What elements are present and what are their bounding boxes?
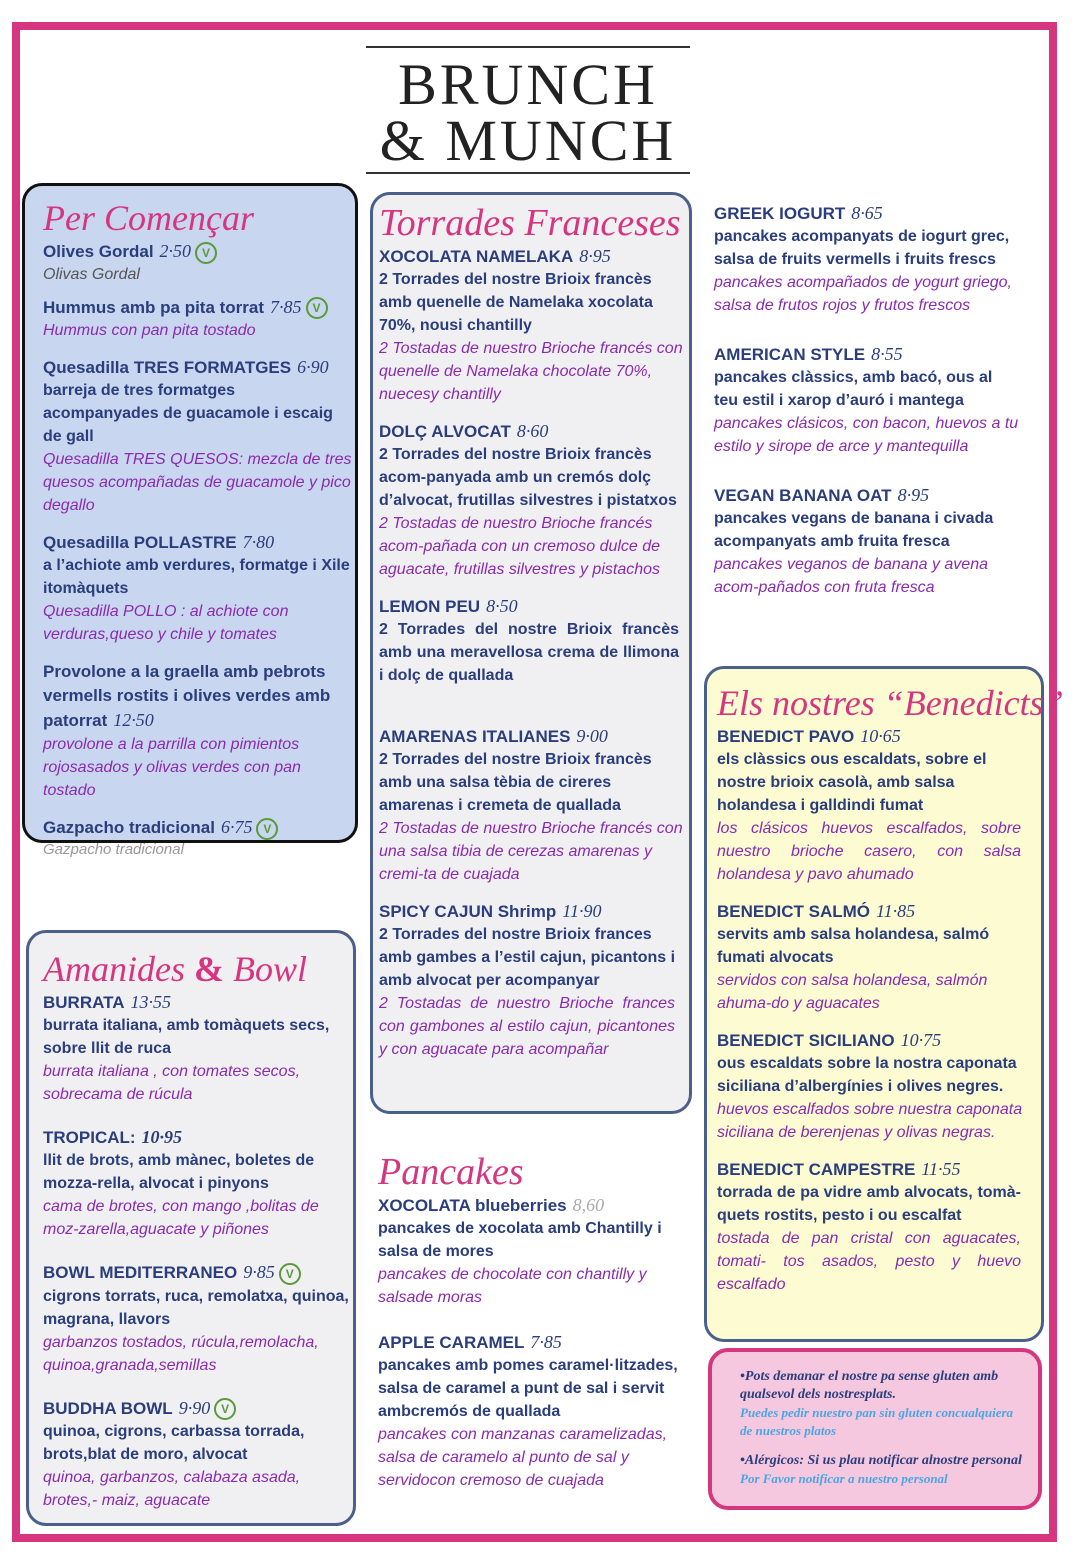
item-name: Olives Gordal [43,242,154,261]
menu-item [43,356,355,517]
item-name: XOCOLATA NAMELAKA [379,247,574,266]
logo-line-1: BRUNCH [398,52,658,117]
item-desc-es: Quesadilla POLLO : al achiote con verduras,queso y chile y tomates [43,603,289,644]
item-desc-cat: 2 Torrades del nostre Brioix francès amb una salsa tèbia de cireres amarenas i cremeta de quallada [379,751,652,814]
item-desc-cat: 2 Torrades del nostre Brioix francès acom-panyada amb un cremós dolç d’alvocat, frutillas silvestres i pistatxos [379,446,677,509]
menu-item [43,660,355,802]
menu-item [379,725,689,886]
item-price: 8·50 [486,596,518,616]
section-title: Torrades Franceses [379,202,681,244]
item-price: 7·85 [530,1332,562,1352]
item-desc-cat: ous escaldats sobre la nostra caponata siciliana d’albergínies i olives negres. [717,1055,1017,1095]
item-desc-es: 2 Tostadas de nuestro Brioche francés con una salsa tibia de cerezas amarenas y cremi-ta de cuajada [379,820,683,883]
section-per-comencar [22,183,358,858]
item-name: BOWL MEDITERRANEO [43,1263,238,1282]
item-desc-cat: 2 Torrades del nostre Brioix frances amb gambes a l’estil cajun, picantons i amb alvocat per acompanyar [379,926,676,989]
menu-item [714,202,1034,317]
item-name: BUDDHA BOWL [43,1398,173,1418]
item-price: 9·00 [576,726,608,746]
item-desc-es: pancakes de chocolate con chantilly y salsade moras [378,1266,647,1306]
allergen-notes-box [708,1348,1042,1510]
section-pancakes-right [714,202,1034,652]
allergy-note-cat: •Alérgicos: Si us plau notificar alnostre personal [740,1453,1022,1468]
item-desc-es: pancakes clásicos, con bacon, huevos a tu estilo y sirope de arce y mantequilla [714,415,1019,455]
item-price: 7·85 [270,296,302,317]
item-price: 8·65 [851,203,883,223]
menu-item [717,1029,1041,1144]
item-name: Gazpacho tradicional [43,818,215,838]
item-desc-es: cama de brotes, con mango ,bolitas de moz-zarella,aguacate y piñones [43,1198,319,1238]
menu-item [378,1194,696,1309]
item-name: BENEDICT SALMÓ [717,902,870,921]
item-price: 8·95 [579,246,611,266]
menu-item [43,240,355,286]
item-desc-cat: pancakes acompanyats de iogurt grec, salsa de fruits vermells i fruits frescs [714,228,1010,268]
item-desc-cat: barreja de tres formatges acompanyades de guacamole i escaig de gall [43,382,333,446]
item-desc-cat: llit de brots, amb mànec, boletes de mozza-rella, alvocat i pinyons [43,1152,315,1192]
vegan-leaf-icon: V [195,242,217,264]
item-name: Provolone a la graella amb pebrots vermells rostits i olives verdes amb patorrat [43,662,331,731]
item-price: 7·80 [242,532,275,553]
item-name: BENEDICT SICILIANO [717,1031,895,1050]
item-price: 9·85 [243,1262,275,1282]
item-desc-cat: els clàssics ous escaldats, sobre el nostre brioix casolà, amb salsa holandesa i galldindi fumat [717,751,987,814]
menu-item [379,595,689,687]
item-name: Quesadilla TRES FORMATGES [43,358,292,378]
item-desc-cat: servits amb salsa holandesa, salmó fumati alvocats [717,926,990,966]
item-desc-es: provolone a la parrilla con pimientos rojosasados y olivas verdes con pan tostado [43,736,301,800]
item-name: SPICY CAJUN Shrimp [379,902,557,921]
menu-item [43,1261,353,1377]
menu-item [717,900,1041,1015]
item-price: 10·95 [141,1127,183,1147]
item-name: BENEDICT CAMPESTRE [717,1160,916,1179]
menu-item [43,1397,353,1513]
item-desc-es: garbanzos tostados, rúcula,remolacha, quinoa,granada,semillas [43,1333,319,1374]
item-desc-cat: pancakes clàssics, amb bacó, ous al teu estil i xarop d’auró i mantega [714,369,993,409]
item-name: AMARENAS ITALIANES [379,727,571,746]
item-price: 13·55 [130,992,172,1012]
menu-item [43,991,353,1106]
item-desc-es: 2 Tostadas de nuestro Brioche francés con quenelle de Namelaka chocolate 70%, nuecesy chantilly [379,340,683,403]
menu-item [379,245,689,406]
item-name: AMERICAN STYLE [714,345,866,364]
menu-item [717,1158,1041,1296]
item-desc-es: 2 Tostadas de nuestro Brioche francés acom-pañada con un cremoso dulce de aguacate, frutillas silvestres y pistachos [379,515,661,578]
menu-item [379,900,689,1061]
section-title: Pancakes [378,1151,524,1193]
item-price: 8,60 [572,1195,605,1215]
item-price: 9·90 [178,1397,211,1418]
allergy-note-es: Por Favor notificar a nuestro personal [740,1471,948,1486]
item-price: 11·85 [876,901,916,921]
section-title: Els nostres “Benedicts” [717,683,1064,723]
item-price: 10·65 [860,726,901,746]
section-title: Per Començar [43,198,254,238]
item-desc-es: pancakes con manzanas caramelizadas, salsa de caramelo al punto de sal y servidocon cremoso de cuajada [378,1426,668,1489]
menu-item [717,725,1041,886]
section-title: Amanides & Bowl [43,949,307,989]
item-desc-cat: pancakes vegans de banana i civada acompanyats amb fruita fresca [714,510,994,550]
menu-item [43,296,355,343]
gluten-note-cat: •Pots demanar el nostre pa sense gluten amb qualsevol dels nostresplats. [740,1369,999,1402]
item-desc-cat: cigrons torrats, ruca, remolatxa, quinoa, magrana, llavors [43,1287,349,1328]
item-name: XOCOLATA blueberries [378,1196,567,1215]
item-name: VEGAN BANANA OAT [714,486,892,505]
vegan-leaf-icon: V [279,1263,301,1285]
item-desc-cat: pancakes amb pomes caramel·litzades, salsa de caramel a punt de sal i servit ambcremós de quallada [378,1357,678,1420]
gluten-note-es: Puedes pedir nuestro pan sin gluten concualquiera de nuestros platos [740,1405,1014,1438]
item-desc-es: Gazpacho tradicional [43,840,184,858]
item-desc-es: huevos escalfados sobre nuestra caponata siciliana de berenjenas y olivas negras. [717,1101,1023,1141]
brand-logo [366,46,690,174]
vegan-leaf-icon: V [214,1398,236,1420]
item-name: APPLE CARAMEL [378,1333,525,1352]
menu-item [43,816,355,860]
item-desc-cat: quinoa, cigrons, carbassa torrada, brots,blat de moro, alvocat [43,1423,305,1464]
section-torrades-franceses [370,192,692,1114]
item-desc-cat: torrada de pa vidre amb alvocats, tomà- quets rostits, pesto i ou escalfat [717,1184,1021,1224]
logo-line-2: & MUNCH [379,108,677,173]
item-price: 12·50 [113,710,154,731]
item-desc-es: burrata italiana , con tomates secos, sobrecama de rúcula [43,1063,301,1103]
menu-item [379,420,689,581]
item-desc-es: los clásicos huevos escalfados, sobre nuestro brioche casero, con salsa holandesa y pavo ahumado [717,820,1021,883]
item-desc-cat: pancakes de xocolata amb Chantilly i salsa de mores [378,1220,662,1260]
item-name: TROPICAL: [43,1128,136,1147]
item-price: 11·90 [562,901,602,921]
item-name: Quesadilla POLLASTRE [43,533,237,553]
item-desc-es: pancakes veganos de banana y avena acom-pañados con fruta fresca [714,556,988,596]
item-price: 10·75 [900,1030,942,1050]
item-name: LEMON PEU [379,597,481,616]
item-price: 11·55 [921,1159,961,1179]
item-desc-cat: burrata italiana, amb tomàquets secs, sobre llit de ruca [43,1017,330,1057]
item-price: 8·60 [516,421,549,441]
item-name: GREEK IOGURT [714,204,846,223]
item-desc-es: Hummus con pan pita tostado [43,322,256,340]
vegan-leaf-icon: V [306,297,328,319]
item-desc-cat: a l’achiote amb verdures, formatge i Xile itomàquets [43,557,350,598]
item-price: 6·75 [220,817,253,838]
item-desc-es: Quesadilla TRES QUESOS: mezcla de tres quesos acompañadas de guacamole y pico degallo [43,451,352,515]
menu-item [43,1126,353,1241]
menu-item [378,1331,696,1492]
item-price: 2·50 [159,241,192,261]
menu-item [714,484,1034,599]
item-desc-es: tostada de pan cristal con aguacates, tomati- tos asados, pesto y huevo escalfado [717,1230,1021,1293]
item-desc-es: quinoa, garbanzos, calabaza asada, brotes,- maiz, aguacate [43,1469,301,1510]
section-pancakes [378,1152,696,1532]
menu-item [714,343,1034,458]
item-desc-cat: 2 Torrades del nostre Brioix francès amb una meravellosa crema de llimona i dolç de quallada [379,621,679,684]
section-benedicts [704,666,1064,1342]
item-name: DOLÇ ALVOCAT [379,422,511,441]
item-desc-cat: 2 Torrades del nostre Brioix francès amb quenelle de Namelaka xocolata 70%, nousi chantilly [379,271,653,334]
menu-items [43,240,355,860]
item-desc-es: pancakes acompañados de yogurt griego, salsa de frutos rojos y frutos frescos [714,274,1012,314]
item-price: 8·95 [897,485,930,505]
item-name: BENEDICT PAVO [717,727,855,746]
item-price: 6·90 [297,357,329,378]
item-name: BURRATA [43,993,125,1012]
menu-item [43,531,355,646]
item-desc-es: Olivas Gordal [43,265,140,283]
item-name: Hummus amb pa pita torrat [43,297,265,317]
item-price: 8·55 [871,344,903,364]
item-desc-es: servidos con salsa holandesa, salmón ahuma-do y aguacates [717,972,988,1012]
vegan-leaf-icon: V [256,818,278,840]
item-desc-es: 2 Tostadas de nuestro Brioche frances con gambones al estilo cajun, picantones y con aguacate para acompañar [379,995,675,1058]
section-amanides-bowl [26,930,356,1526]
